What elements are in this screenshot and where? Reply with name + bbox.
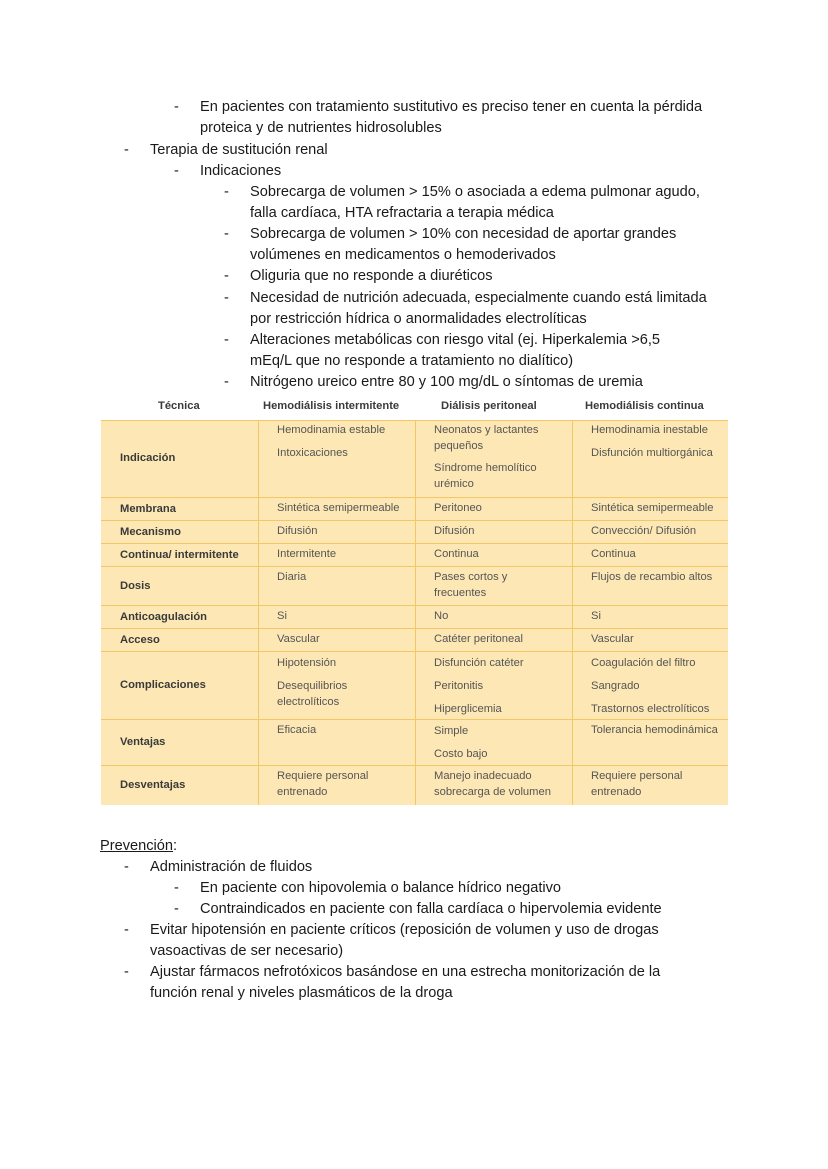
table-cell: entrenado [277,786,328,798]
table-cell: Hipotensión [277,657,337,669]
row-divider [101,566,728,567]
table-cell: Trastornos electrolíticos [591,703,710,715]
table-cell: Sintética semipermeable [591,502,714,514]
table-cell: Sangrado [591,680,640,692]
table-body [101,420,728,805]
table-cell: Requiere personal [591,770,683,782]
sub-bullet-text: Indicaciones [200,163,282,179]
row-label: Anticoagulación [120,610,208,623]
row-divider [101,628,728,629]
indication-text: volúmenes en medicamentos o hemoderivados [250,247,556,263]
indication-text: mEq/L que no responde a tratamiento no dialítico) [250,353,574,369]
table-header [101,396,728,420]
indication-text: Nitrógeno ureico entre 80 y 100 mg/dL o síntomas de uremia [250,374,643,390]
table-cell: Convección/ Difusión [591,525,697,537]
bullet-dash: - [124,859,129,875]
table-cell: sobrecarga de volumen [434,786,551,798]
sub-bullet-text: proteica y de nutrientes hidrosolubles [200,120,442,136]
table-cell: Desequilibrios [277,680,348,692]
prevention-heading-colon: : [173,838,178,854]
row-divider [101,605,728,606]
table-cell: Difusión [277,525,318,537]
table-cell: Si [591,610,601,622]
row-label: Complicaciones [120,679,206,691]
table-cell: electrolíticos [277,696,340,708]
table-cell: Peritoneo [434,502,482,514]
table-cell: Síndrome hemolítico [434,462,537,474]
table-cell: Catéter peritoneal [434,633,523,645]
table-cell: Costo bajo [434,748,488,760]
bullet-dash: - [224,374,229,390]
header-hemodialisis-intermitente: Hemodiálisis intermitente [263,400,400,412]
bullet-text: Terapia de sustitución renal [150,142,328,158]
prevention-sub-bullet: En paciente con hipovolemia o balance hídrico negativo [200,880,562,896]
table-cell: entrenado [591,786,642,798]
table-cell: Si [277,610,287,622]
table-cell: Continua [591,548,636,560]
table-cell: Flujos de recambio altos [591,571,713,583]
row-divider [101,651,728,652]
bullet-dash: - [124,922,129,938]
bullet-dash: - [174,880,179,896]
table-cell: frecuentes [434,587,487,599]
sub-bullet-text: En pacientes con tratamiento sustitutivo es preciso tener en cuenta la pérdida [200,99,703,115]
table-cell: Requiere personal [277,770,369,782]
bullet-dash: - [224,290,229,306]
row-divider [101,765,728,766]
table-cell: Hiperglicemia [434,703,502,715]
bullet-dash: - [124,964,129,980]
prevention-sub-bullet: Contraindicados en paciente con falla cardíaca o hipervolemia evidente [200,901,662,917]
table-cell: Continua [434,548,479,560]
indication-text: Oliguria que no responde a diuréticos [250,268,493,284]
table-cell: Intermitente [277,548,337,560]
table-cell: Disfunción catéter [434,657,524,669]
table-cell: Neonatos y lactantes [434,424,539,436]
bullet-dash: - [174,163,179,179]
table-cell: No [434,610,449,622]
column-divider [572,420,573,805]
indication-text: Alteraciones metabólicas con riesgo vital (ej. Hiperkalemia >6,5 [250,332,661,348]
row-label: Desventajas [120,778,186,791]
bullet-dash: - [224,226,229,242]
prevention-bullet: Administración de fluidos [150,859,313,875]
table-cell: Pases cortos y [434,571,508,583]
bullet-dash: - [224,268,229,284]
row-divider [101,497,728,498]
prevention-bullet: Ajustar fármacos nefrotóxicos basándose en una estrecha monitorización de la [150,964,661,980]
row-label: Mecanismo [120,525,181,538]
header-hemodialisis-continua: Hemodiálisis continua [585,400,704,412]
bullet-dash: - [174,901,179,917]
row-label: Ventajas [120,736,166,748]
row-label: Indicación [120,452,176,464]
header-dialisis-peritoneal: Diálisis peritoneal [441,400,537,412]
prevention-bullet: vasoactivas de ser necesario) [150,943,344,959]
table-cell: Vascular [277,633,320,645]
table-cell: Sintética semipermeable [277,502,400,514]
table-cell: Simple [434,725,469,737]
table-cell: Hemodinamia estable [277,424,386,436]
indication-text: por restricción hídrica o anormalidades electrolíticas [250,311,587,327]
table-cell: pequeños [434,440,484,452]
table-cell: Vascular [591,633,634,645]
table-cell: Coagulación del filtro [591,657,696,669]
prevention-heading [100,836,177,857]
bullet-dash: - [224,332,229,348]
table-cell: Tolerancia hemodinámica [591,724,718,736]
table-cell: urémico [434,478,474,490]
table-cell: Peritonitis [434,680,484,692]
table-cell: Diaria [277,571,307,583]
prevention-heading-text: Prevención [100,838,174,854]
bullet-dash: - [224,184,229,200]
indication-text: Necesidad de nutrición adecuada, especialmente cuando está limitada [250,290,707,306]
row-label: Acceso [120,633,160,646]
bullet-dash: - [124,142,129,158]
table-cell: Hemodinamia inestable [591,424,708,436]
indication-text: Sobrecarga de volumen > 15% o asociada a edema pulmonar agudo, [250,184,700,200]
header-tecnica: Técnica [158,400,200,412]
row-divider [101,420,728,421]
indication-text: Sobrecarga de volumen > 10% con necesidad de aportar grandes [250,226,677,242]
bullet-dash: - [174,99,179,115]
row-divider [101,520,728,521]
table-cell: Eficacia [277,724,317,736]
column-divider [258,420,259,805]
row-label: Membrana [120,502,176,515]
row-label: Dosis [120,579,151,592]
column-divider [415,420,416,805]
table-cell: Difusión [434,525,475,537]
row-divider [101,543,728,544]
prevention-bullet: Evitar hipotensión en paciente críticos (reposición de volumen y uso de drogas [150,922,659,938]
row-label: Continua/ intermitente [120,548,239,561]
table-cell: Disfunción multiorgánica [591,447,713,459]
table-cell: Manejo inadecuado [434,770,532,782]
indication-text: falla cardíaca, HTA refractaria a terapia médica [250,205,554,221]
row-divider [101,719,728,720]
table-cell: Intoxicaciones [277,447,348,459]
prevention-bullet: función renal y niveles plasmáticos de la droga [150,985,453,1001]
